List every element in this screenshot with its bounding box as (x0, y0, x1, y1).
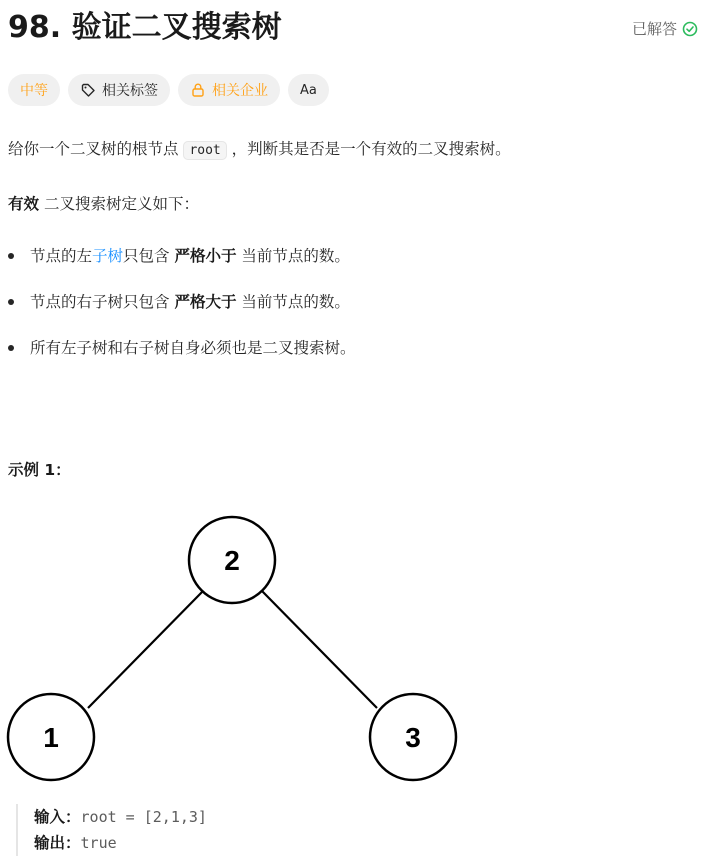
example-tree-image (0, 505, 470, 789)
lock-icon (190, 82, 206, 98)
list-item (8, 244, 356, 268)
output-value: true (80, 834, 117, 852)
related-companies-button[interactable] (178, 74, 280, 106)
rule1-text-b: 只包含 (123, 247, 175, 265)
subtree-link[interactable]: 子树 (92, 247, 124, 265)
rule2-bold: 严格大于 (174, 293, 237, 311)
input-value: root = [2,1,3] (80, 808, 207, 826)
example-input-line (34, 804, 207, 830)
bullet-icon (8, 253, 14, 259)
difficulty-label: 中等 (20, 83, 48, 99)
valid-bold: 有效 (8, 195, 40, 213)
translate-button[interactable] (288, 74, 329, 106)
title-row (8, 8, 708, 48)
list-item (8, 290, 356, 314)
solved-status (632, 18, 698, 40)
tree-edge-left (88, 591, 203, 708)
tree-node-label: 1 (43, 722, 59, 753)
related-tags-label: 相关标签 (102, 83, 158, 99)
rule1-bold: 严格小于 (174, 247, 237, 265)
rule3-text: 所有左子树和右子树自身必须也是二叉搜索树。 (30, 339, 356, 357)
valid-rest-text: 二叉搜索树定义如下： (39, 195, 199, 213)
bullet-icon (8, 345, 14, 351)
inline-code-root: root (183, 141, 226, 160)
problem-title[interactable]: 98. 验证二叉搜索树 (8, 10, 282, 45)
rules-list (8, 244, 356, 382)
tag-bar (8, 74, 329, 106)
solved-label: 已解答 (631, 20, 677, 38)
description-intro (8, 137, 511, 163)
tree-edge-right (262, 591, 377, 708)
rule2-text-b: 当前节点的数。 (236, 293, 350, 311)
difficulty-badge (8, 74, 60, 106)
description-valid (8, 192, 199, 216)
tree-node-label: 3 (405, 722, 421, 753)
tree-node-label: 2 (224, 545, 240, 576)
intro-text-before: 给你一个二叉树的根节点 (8, 140, 184, 158)
rule1-text-a: 节点的左 (30, 247, 93, 265)
example-output-line (34, 830, 207, 856)
rule1-text-c: 当前节点的数。 (236, 247, 350, 265)
related-tags-button[interactable] (68, 74, 170, 106)
intro-text-after: ，判断其是否是一个有效的二叉搜索树。 (226, 140, 511, 158)
output-label: 输出： (34, 834, 81, 852)
check-circle-icon (682, 21, 698, 37)
rule2-text-a: 节点的右子树只包含 (30, 293, 175, 311)
input-label: 输入： (34, 808, 81, 826)
tag-icon (80, 82, 96, 98)
bullet-icon (8, 299, 14, 305)
list-item (8, 336, 356, 360)
example-io-block (16, 804, 207, 856)
related-companies-label: 相关企业 (212, 83, 268, 99)
translate-icon: Aa (300, 82, 317, 98)
example-title: 示例 1： (8, 461, 71, 479)
